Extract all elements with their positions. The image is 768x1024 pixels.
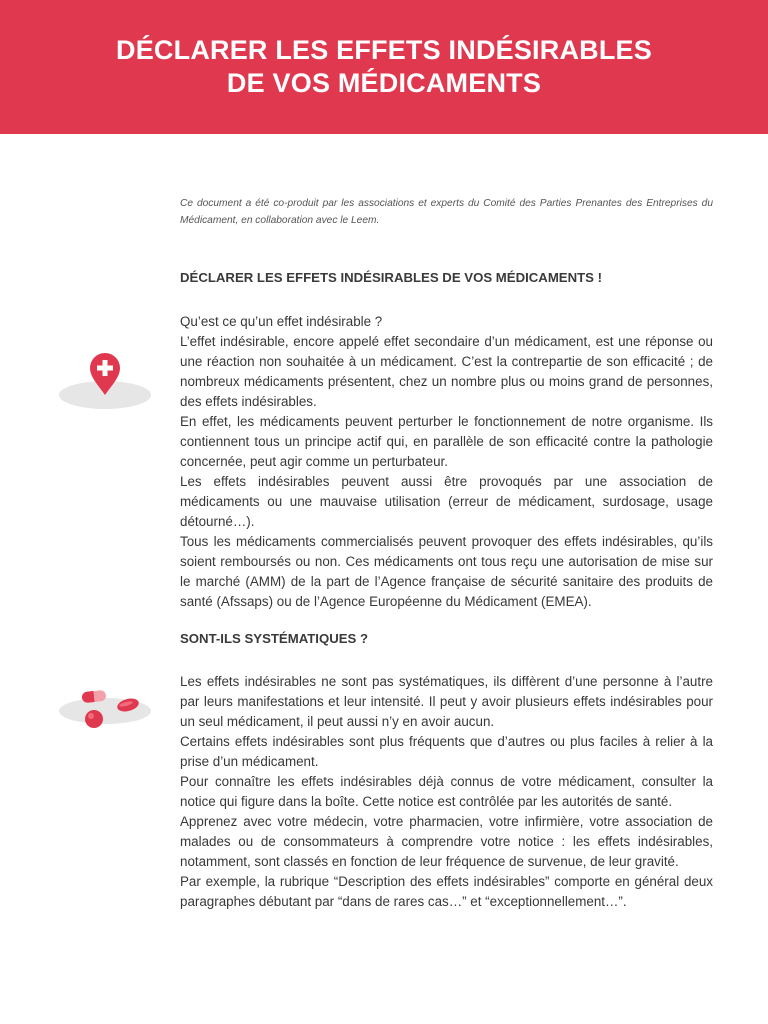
title-line-1: DÉCLARER LES EFFETS INDÉSIRABLES bbox=[116, 35, 652, 65]
section2-body bbox=[180, 672, 713, 912]
title-banner bbox=[0, 0, 768, 134]
paragraph: Pour connaître les effets indésirables déjà connus de votre médicament, consulter la notice qui figure dans la boîte. Cette notice est contrôlée par les autorités de santé. bbox=[180, 774, 713, 809]
paragraph: En effet, les médicaments peuvent perturber le fonctionnement de notre organisme. Ils contiennent tous un principe actif qui, en parallèle de son efficacité contre la pathologie concernée, peut agir comme un perturbateur. bbox=[180, 414, 713, 469]
paragraph: Certains effets indésirables sont plus fréquents que d’autres ou plus faciles à relier à la prise d’un médicament. bbox=[180, 734, 713, 769]
section2-heading: SONT-ILS SYSTÉMATIQUES ? bbox=[180, 631, 369, 646]
paragraph: L’effet indésirable, encore appelé effet secondaire d’un médicament, est une réponse ou une réaction non souhaitée à un médicament. C’est la contrepartie de son efficacité ; de nombreux médicaments présentent, chez un nombre plus ou moins grand de personnes, des effets indésirables. bbox=[180, 334, 713, 409]
medical-pin-icon bbox=[58, 350, 154, 412]
title-line-2: DE VOS MÉDICAMENTS bbox=[226, 68, 542, 98]
intro-note: Ce document a été co-produit par les associations et experts du Comité des Parties Prenantes des Entreprises du Médicament, en collaboration avec le Leem. bbox=[180, 198, 713, 226]
paragraph: Qu’est ce qu’un effet indésirable ? bbox=[180, 314, 383, 329]
page-title bbox=[116, 34, 652, 100]
section1-body bbox=[180, 312, 713, 612]
main-content bbox=[180, 195, 713, 912]
paragraph: Par exemple, la rubrique “Description des effets indésirables” comporte en général deux paragraphes débutant par “dans de rares cas…” et “exceptionnellement…”. bbox=[180, 874, 713, 909]
pills-icon bbox=[58, 686, 154, 732]
paragraph: Les effets indésirables peuvent aussi être provoqués par une association de médicaments ou une mauvaise utilisation (erreur de médicament, surdosage, usage détourné…). bbox=[180, 474, 713, 529]
paragraph: Les effets indésirables ne sont pas systématiques, ils diffèrent d’une personne à l’autre par leurs manifestations et leur intensité. Il peut y avoir plusieurs effets indésirables pour un seul médicament, il peut aussi n’y en avoir aucun. bbox=[180, 674, 713, 729]
paragraph: Tous les médicaments commercialisés peuvent provoquer des effets indésirables, qu’ils soient remboursés ou non. Ces médicaments ont tous reçu une autorisation de mise sur le marché (AMM) de la part de l’Agence française de sécurité sanitaire des produits de santé (Afssaps) ou de l’Agence Européenne du Médicament (EMEA). bbox=[180, 534, 713, 609]
section1-heading: DÉCLARER LES EFFETS INDÉSIRABLES DE VOS MÉDICAMENTS ! bbox=[180, 270, 603, 285]
paragraph: Apprenez avec votre médecin, votre pharmacien, votre infirmière, votre association de malades ou de consommateurs à comprendre votre notice : les effets indésirables, notamment, sont classés en fonction de leur fréquence de survenue, de leur gravité. bbox=[180, 814, 713, 869]
